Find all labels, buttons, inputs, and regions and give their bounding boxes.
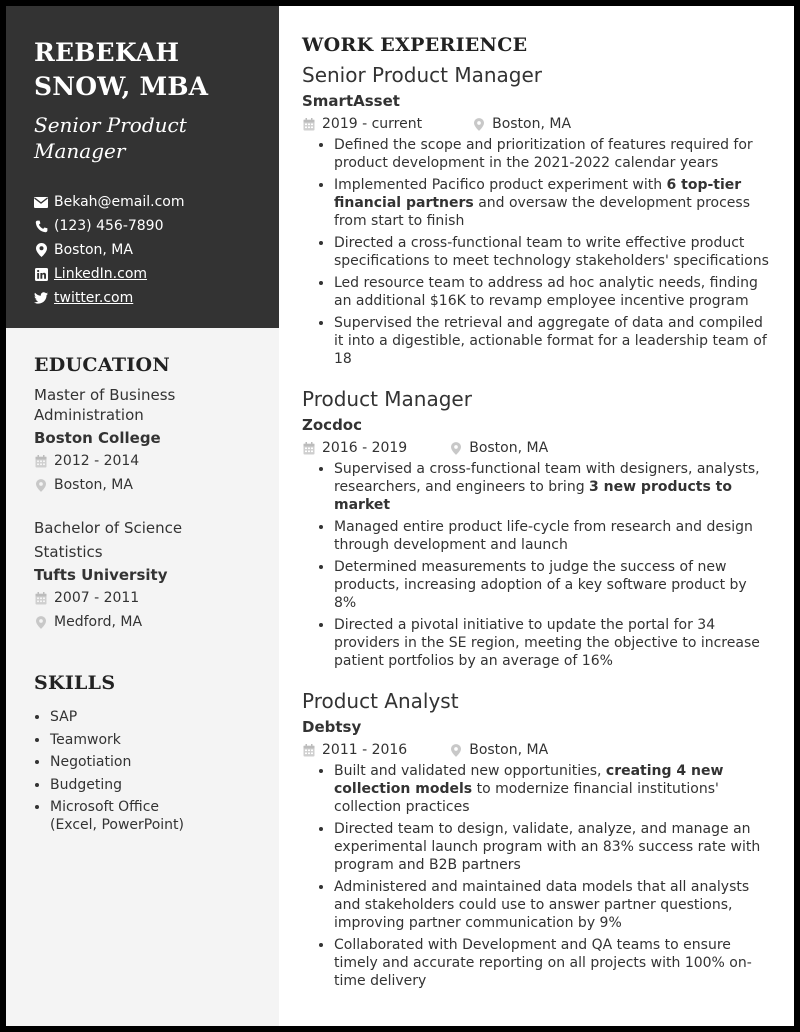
- job-bullet: [334, 820, 772, 874]
- location-icon: [34, 243, 48, 257]
- job-meta: [302, 436, 772, 460]
- skill-item: • Teamwork: [50, 731, 274, 749]
- edu-location-text: Medford, MA: [54, 614, 143, 630]
- job-bullet: [334, 274, 772, 310]
- edu-dates-text: 2007 - 2011: [54, 590, 140, 606]
- job-location-text: Boston, MA: [469, 440, 549, 456]
- resume-page: [6, 6, 794, 1026]
- bullet-text: Directed team to design, validate, analyze, and manage an experimental launch program with an 83% success rate with program and B2B partners: [334, 821, 761, 873]
- job-company: SmartAsset: [302, 92, 400, 110]
- job-entry: [302, 688, 772, 990]
- bullet-text: Directed a cross-functional team to write effective product specifications to meet technology stakeholders' specifications: [334, 235, 769, 269]
- left-body: [34, 354, 274, 839]
- job-bullet: [334, 234, 772, 270]
- job-dates-text: 2016 - 2019: [322, 440, 408, 456]
- contact-email[interactable]: [34, 190, 185, 214]
- education-item: [34, 385, 274, 497]
- job-meta: [302, 112, 772, 136]
- bullet-text: Defined the scope and prioritization of features required for product development in the 2021-2022 calendar years: [334, 137, 753, 171]
- job-entry: [302, 62, 772, 368]
- job-bullet: [334, 762, 772, 816]
- job-bullet: [334, 558, 772, 612]
- bullet-highlight: creating 4 new collection models: [334, 763, 724, 797]
- bullet-text: Supervised a cross-functional team with designers, analysts, researchers, and engineers to bring: [334, 461, 760, 495]
- location-icon: [34, 479, 48, 492]
- contact-location: [34, 238, 185, 262]
- job-bullet: [334, 176, 772, 230]
- job-role: Product Analyst: [302, 689, 459, 713]
- job-dates-text: 2011 - 2016: [322, 742, 408, 758]
- bullet-highlight: 3 new products to market: [334, 479, 732, 513]
- bullet-text: Collaborated with Development and QA teams to ensure timely and accurate reporting on all projects with 100% on-time delivery: [334, 937, 752, 989]
- education-heading: EDUCATION: [34, 354, 170, 376]
- contact-list: [34, 190, 185, 310]
- candidate-title: Senior Product Manager: [34, 113, 187, 163]
- degree: Master of Business Administration: [34, 386, 176, 424]
- job-bullets: [302, 460, 772, 670]
- job-bullets: [302, 136, 772, 368]
- edu-dates: [34, 586, 274, 610]
- bullet-text: Supervised the retrieval and aggregate of data and compiled it into a digestible, actionable format for a leadership team of 18: [334, 315, 767, 367]
- bullet-text: Built and validated new opportunities,: [334, 763, 606, 779]
- job-location: [472, 116, 571, 132]
- email-text: Bekah@email.com: [54, 194, 185, 210]
- phone-text: (123) 456-7890: [54, 218, 164, 234]
- education-item: [34, 518, 274, 634]
- edu-dates: [34, 449, 274, 473]
- job-entry: [302, 386, 772, 670]
- job-location: [449, 742, 548, 758]
- bullet-text: and oversaw the development process from start to finish: [334, 195, 751, 229]
- phone-icon: [34, 219, 48, 233]
- job-bullet: [334, 878, 772, 932]
- job-location-text: Boston, MA: [469, 742, 549, 758]
- location-icon: [34, 616, 48, 629]
- linkedin-icon: [34, 267, 48, 281]
- twitter-icon: [34, 291, 48, 305]
- bullet-text: Determined measurements to judge the success of new products, increasing adoption of a key software product by 8%: [334, 559, 747, 611]
- twitter-link[interactable]: twitter.com: [54, 290, 134, 306]
- contact-linkedin[interactable]: [34, 262, 185, 286]
- calendar-icon: [34, 455, 48, 468]
- skill-item: • Microsoft Office (Excel, PowerPoint): [50, 798, 210, 834]
- calendar-icon: [302, 744, 316, 757]
- location-icon: [449, 744, 463, 757]
- main-content: [302, 34, 772, 1008]
- job-company: Debtsy: [302, 718, 362, 736]
- job-bullet: [334, 936, 772, 990]
- edu-location-text: Boston, MA: [54, 477, 133, 493]
- job-dates-text: 2019 - current: [322, 116, 423, 132]
- bullet-text: Implemented Pacifico product experiment with: [334, 177, 667, 193]
- school: Boston College: [34, 429, 161, 447]
- skill-item: • Negotiation: [50, 753, 274, 771]
- contact-twitter[interactable]: [34, 286, 185, 310]
- job-location: [449, 440, 548, 456]
- degree-field: Statistics: [34, 543, 103, 561]
- job-role: Senior Product Manager: [302, 63, 543, 87]
- job-location-text: Boston, MA: [492, 116, 572, 132]
- job-dates: [302, 440, 407, 456]
- job-dates: [302, 116, 422, 132]
- email-icon: [34, 195, 48, 209]
- calendar-icon: [302, 442, 316, 455]
- edu-location: [34, 473, 274, 497]
- calendar-icon: [302, 118, 316, 131]
- location-icon: [472, 118, 486, 131]
- bullet-highlight: 6 top-tier financial partners: [334, 177, 742, 211]
- location-icon: [449, 442, 463, 455]
- location-text: Boston, MA: [54, 242, 133, 258]
- left-sidebar: [6, 6, 279, 1026]
- calendar-icon: [34, 592, 48, 605]
- job-bullet: [334, 518, 772, 554]
- candidate-name: REBEKAH SNOW, MBA: [34, 38, 209, 101]
- bullet-text: Directed a pivotal initiative to update the portal for 34 providers in the SE region, meeting the objective to increase patient portfolios by an average of 16%: [334, 617, 760, 669]
- edu-location: [34, 610, 274, 634]
- bullet-text: Managed entire product life-cycle from research and design through development and launch: [334, 519, 753, 553]
- skills-list: [34, 708, 274, 834]
- skill-item: • SAP: [50, 708, 274, 726]
- job-bullet: [334, 136, 772, 172]
- school: Tufts University: [34, 566, 168, 584]
- job-meta: [302, 738, 772, 762]
- job-bullet: [334, 460, 772, 514]
- degree: Bachelor of Science: [34, 519, 183, 537]
- job-dates: [302, 742, 407, 758]
- job-company: Zocdoc: [302, 416, 363, 434]
- linkedin-link[interactable]: LinkedIn.com: [54, 266, 148, 282]
- contact-phone[interactable]: [34, 214, 185, 238]
- edu-dates-text: 2012 - 2014: [54, 453, 140, 469]
- job-bullet: [334, 314, 772, 368]
- experience-heading: WORK EXPERIENCE: [302, 34, 528, 56]
- skill-item: • Budgeting: [50, 776, 274, 794]
- bullet-text: Administered and maintained data models that all analysts and stakeholders could use to answer partner questions, improving partner communication by 9%: [334, 879, 750, 931]
- skills-heading: SKILLS: [34, 672, 116, 694]
- job-role: Product Manager: [302, 387, 472, 411]
- jobs-container: [302, 62, 772, 990]
- job-bullets: [302, 762, 772, 990]
- bullet-text: to modernize financial institutions' collection practices: [334, 781, 719, 815]
- job-bullet: [334, 616, 772, 670]
- bullet-text: Led resource team to address ad hoc analytic needs, finding an additional $16K to revamp employee incentive program: [334, 275, 758, 309]
- header-block: [6, 6, 279, 328]
